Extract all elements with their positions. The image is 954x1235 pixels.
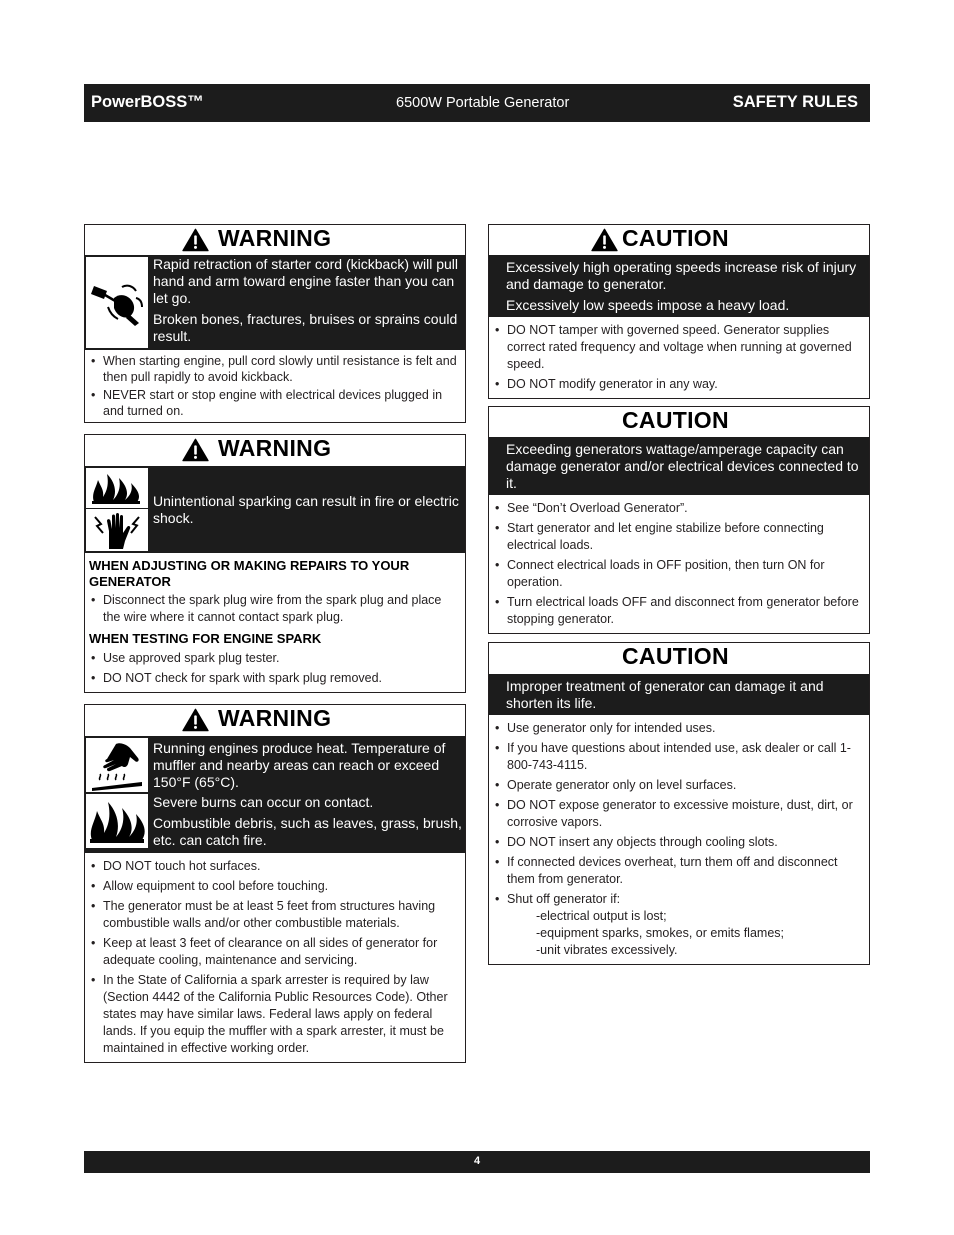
bullet-item: • Start generator and let engine stabilize before connecting electrical loads. — [507, 520, 863, 554]
instruction-list — [85, 589, 465, 628]
section-heading-repairs: WHEN ADJUSTING OR MAKING REPAIRS TO YOUR GENERATOR — [89, 558, 410, 589]
bullet-item: • See “Don’t Overload Generator”. — [507, 500, 863, 517]
hot-surface-icon — [86, 738, 148, 792]
shutoff-condition: -equipment sparks, smokes, or emits flames; — [536, 925, 784, 940]
warning-triangle-icon — [181, 228, 210, 252]
bullet-item: • DO NOT modify generator in any way. — [507, 376, 863, 393]
warning-title-row — [85, 225, 465, 255]
warning-triangle-icon — [181, 708, 210, 732]
page-footer-bar — [84, 1151, 870, 1173]
left-column — [84, 224, 466, 1063]
warning-heat-box — [84, 704, 466, 1063]
bullet-item: • NEVER start or stop engine with electrical devices plugged in and turned on. — [103, 387, 459, 419]
bullet-item: • When starting engine, pull cord slowly until resistance is felt and then pull rapidly to avoid kickback. — [103, 353, 459, 385]
hazard-statement: Unintentional sparking can result in fire or electric shock. — [153, 492, 459, 526]
bullet-item: • In the State of California a spark arrester is required by law (Section 4442 of the California Public Resources Code). Other states may have similar laws. Federal laws apply on federal lands. If you equip the muffler with a spark arrester, it must be maintained in effective working order. — [103, 972, 459, 1057]
caution-title: CAUTION — [622, 225, 729, 251]
bullet-item: • Use generator only for intended uses. — [507, 720, 863, 737]
shutoff-conditions-list — [507, 908, 863, 959]
caution-speed-box — [488, 224, 870, 399]
bullet-item: • Use approved spark plug tester. — [103, 650, 459, 667]
hazard-statement: Broken bones, fractures, bruises or sprains could result. — [153, 310, 458, 344]
hazard-icons — [85, 466, 149, 553]
bullet-item: • If you have questions about intended use, ask dealer or call 1-800-743-4115. — [507, 740, 863, 774]
instruction-list — [489, 495, 869, 633]
warning-triangle-icon — [590, 228, 619, 252]
caution-title: CAUTION — [622, 642, 729, 669]
hazard-statement: Improper treatment of generator can damage it and shorten its life. — [506, 677, 824, 711]
hazard-panel — [489, 437, 869, 495]
warning-title: WARNING — [218, 704, 332, 731]
bullet-item: • Connect electrical loads in OFF position, then turn ON for operation. — [507, 557, 863, 591]
hazard-text — [489, 674, 869, 715]
bullet-item: • DO NOT expose generator to excessive moisture, dust, dirt, or corrosive vapors. — [507, 797, 863, 831]
kickback-icon — [86, 257, 148, 348]
hazard-panel — [85, 736, 465, 853]
hazard-panel — [489, 674, 869, 715]
hazard-text — [489, 437, 869, 495]
right-column — [488, 224, 870, 965]
hazard-icons — [85, 736, 149, 853]
bullet-item: • Turn electrical loads OFF and disconnect from generator before stopping generator. — [507, 594, 863, 628]
product-name: 6500W Portable Generator — [396, 95, 570, 111]
caution-treatment-box — [488, 642, 870, 965]
warning-triangle-icon — [181, 438, 210, 462]
bullet-item: • Operate generator only on level surfaces. — [507, 777, 863, 794]
hazard-statement: Rapid retraction of starter cord (kickback) will pull hand and arm toward engine faster than you can let go. — [153, 256, 458, 306]
bullet-item: • DO NOT check for spark with spark plug removed. — [103, 670, 459, 687]
instruction-list — [85, 350, 465, 422]
shutoff-lead-text: Shut off generator if: — [507, 891, 621, 906]
caution-title-row — [489, 407, 869, 437]
warning-title: WARNING — [218, 225, 332, 251]
warning-sparking-box — [84, 434, 466, 693]
fire-icon — [86, 794, 148, 848]
section-heading-spark-test: WHEN TESTING FOR ENGINE SPARK — [89, 631, 322, 646]
fire-icon — [86, 468, 148, 508]
hazard-statement: Excessively low speeds impose a heavy load. — [506, 296, 790, 313]
hazard-statement: Severe burns can occur on contact. — [153, 794, 374, 810]
hazard-statement: Excessively high operating speeds increase risk of injury and damage to generator. — [506, 259, 857, 292]
hazard-icons — [85, 255, 149, 350]
caution-title-row — [489, 225, 869, 255]
shutoff-condition: -electrical output is lost; — [536, 908, 667, 923]
bullet-item: • DO NOT insert any objects through cooling slots. — [507, 834, 863, 851]
instruction-list — [489, 715, 869, 964]
warning-title-row — [85, 705, 465, 736]
section-title: SAFETY RULES — [732, 93, 858, 111]
instruction-list — [85, 853, 465, 1062]
page-number: 4 — [473, 1155, 481, 1167]
hazard-text — [489, 255, 869, 317]
hazard-statement: Combustible debris, such as leaves, grass, brush, etc. can catch fire. — [153, 814, 462, 848]
hazard-statement: Running engines produce heat. Temperature of muffler and nearby areas can reach or exceed 150°F (65°C). — [153, 739, 446, 790]
warning-kickback-box — [84, 224, 466, 423]
warning-title-row — [85, 435, 465, 466]
hazard-statement: Exceeding generators wattage/amperage capacity can damage generator and/or electrical devices connected to it. — [506, 440, 859, 491]
page-header-bar — [84, 84, 870, 122]
bullet-item: • Keep at least 3 feet of clearance on all sides of generator for adequate cooling, maintenance and servicing. — [103, 935, 459, 969]
caution-overload-box — [488, 406, 870, 634]
bullet-item: • The generator must be at least 5 feet from structures having combustible walls and/or other combustible materials. — [103, 898, 459, 932]
bullet-item: • Disconnect the spark plug wire from the spark plug and place the wire where it cannot contact spark plug. — [103, 592, 459, 626]
electric-shock-icon — [86, 509, 148, 551]
shutoff-condition: -unit vibrates excessively. — [536, 942, 678, 957]
brand-name: PowerBOSS™ — [91, 93, 204, 111]
bullet-item-shutoff — [507, 891, 863, 959]
hazard-panel — [85, 466, 465, 553]
bullet-item: • DO NOT touch hot surfaces. — [103, 858, 459, 875]
bullet-item: • DO NOT tamper with governed speed. Generator supplies correct rated frequency and voltage when running at governed speed. — [507, 322, 863, 373]
warning-title: WARNING — [218, 435, 332, 461]
bullet-item: • Allow equipment to cool before touching. — [103, 878, 459, 895]
caution-title-row — [489, 643, 869, 674]
hazard-panel — [85, 255, 465, 350]
bullet-item: • If connected devices overheat, turn them off and disconnect them from generator. — [507, 854, 863, 888]
instruction-list — [489, 317, 869, 398]
hazard-text — [149, 255, 465, 350]
hazard-panel — [489, 255, 869, 317]
instruction-list — [85, 647, 465, 692]
hazard-text — [149, 736, 465, 853]
hazard-text — [149, 493, 465, 527]
caution-title: CAUTION — [622, 406, 729, 433]
